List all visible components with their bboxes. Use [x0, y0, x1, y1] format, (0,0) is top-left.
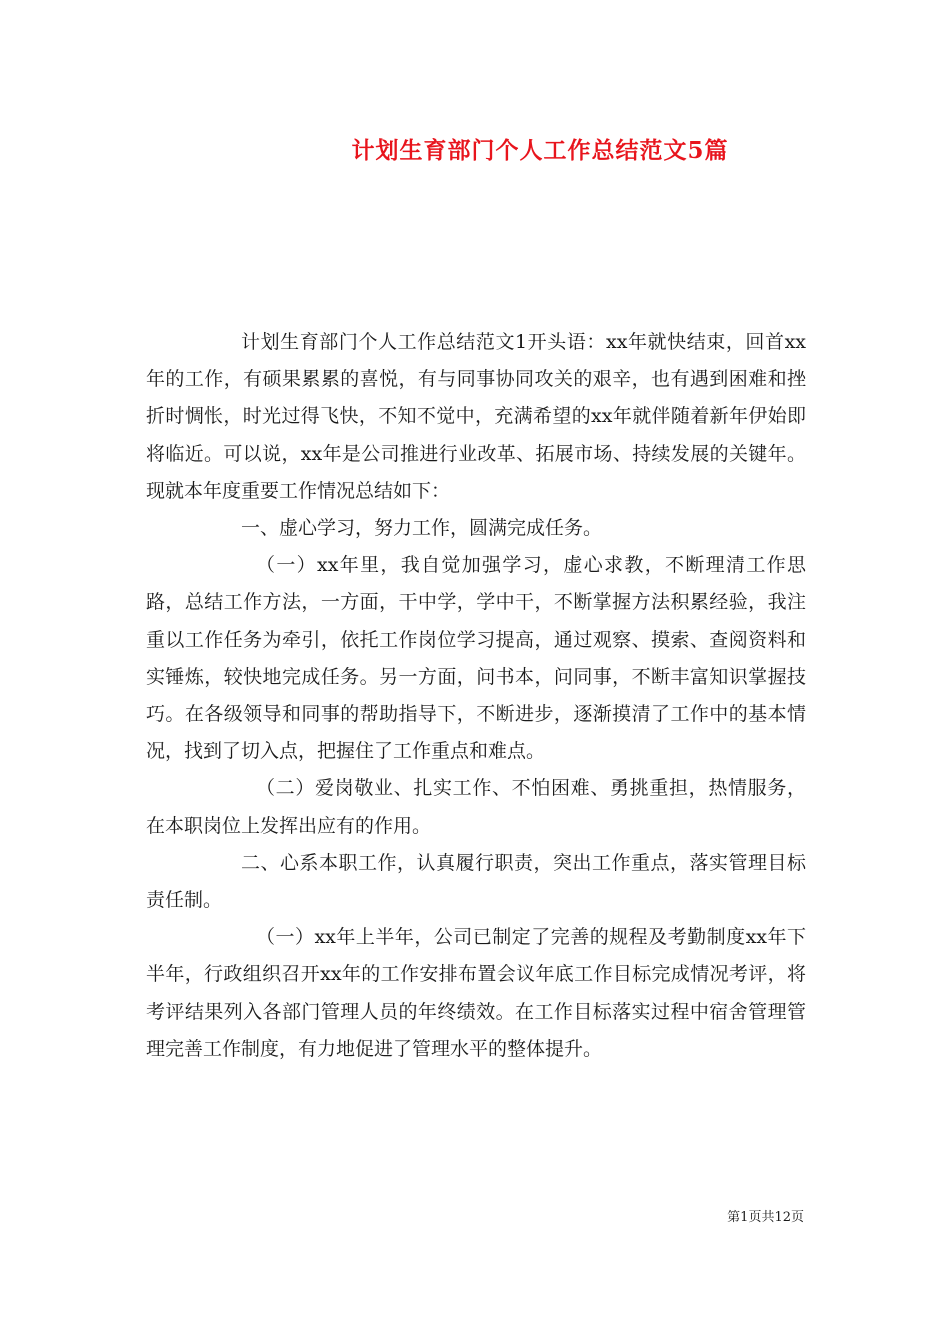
paragraph-1-2: （二）爱岗敬业、扎实工作、不怕困难、勇挑重担，热情服务，在本职岗位上发挥出应有的作用。	[146, 777, 806, 837]
page-number: 第1页共12页	[727, 1210, 804, 1225]
section-heading-2: 二、心系本职工作，认真履行职责，突出工作重点，落实管理目标责任制。	[146, 851, 806, 912]
paragraph-1-1: （一）xx年里，我自觉加强学习，虚心求教，不断理清工作思路，总结工作方法，一方面，干中学，学中干，不断掌握方法积累经验，我注重以工作任务为牵引，依托工作岗位学习提高，通过观察、摸索、查阅资料和实锤炼，较快地完成任务。另一方面，问书本，问同事，不断丰富知识掌握技巧。在各级领导和同事的帮助指导下，不断进步，逐渐摸清了工作中的基本情况，找到了切入点，把握住了工作重点和难点。	[146, 554, 806, 763]
paragraph-intro: 计划生育部门个人工作总结范文1开头语：xx年就快结束，回首xx年的工作，有硕果累累的喜悦，有与同事协同攻关的艰辛，也有遇到困难和挫折时惆怅，时光过得飞快，不知不觉中，充满希望的xx年就伴随着新年伊始即将临近。可以说，xx年是公司推进行业改革、拓展市场、持续发展的关键年。现就本年度重要工作情况总结如下：	[146, 331, 806, 502]
document-body	[146, 324, 806, 1068]
paragraph-2-1: （一）xx年上半年，公司已制定了完善的规程及考勤制度xx年下半年，行政组织召开xx年的工作安排布置会议年底工作目标完成情况考评，将考评结果列入各部门管理人员的年终绩效。在工作目标落实过程中宿舍管理管理完善工作制度，有力地促进了管理水平的整体提升。	[146, 926, 806, 1060]
section-heading-1: 一、虚心学习，努力工作，圆满完成任务。	[241, 517, 603, 540]
document-title: 计划生育部门个人工作总结范文5篇	[351, 137, 729, 164]
